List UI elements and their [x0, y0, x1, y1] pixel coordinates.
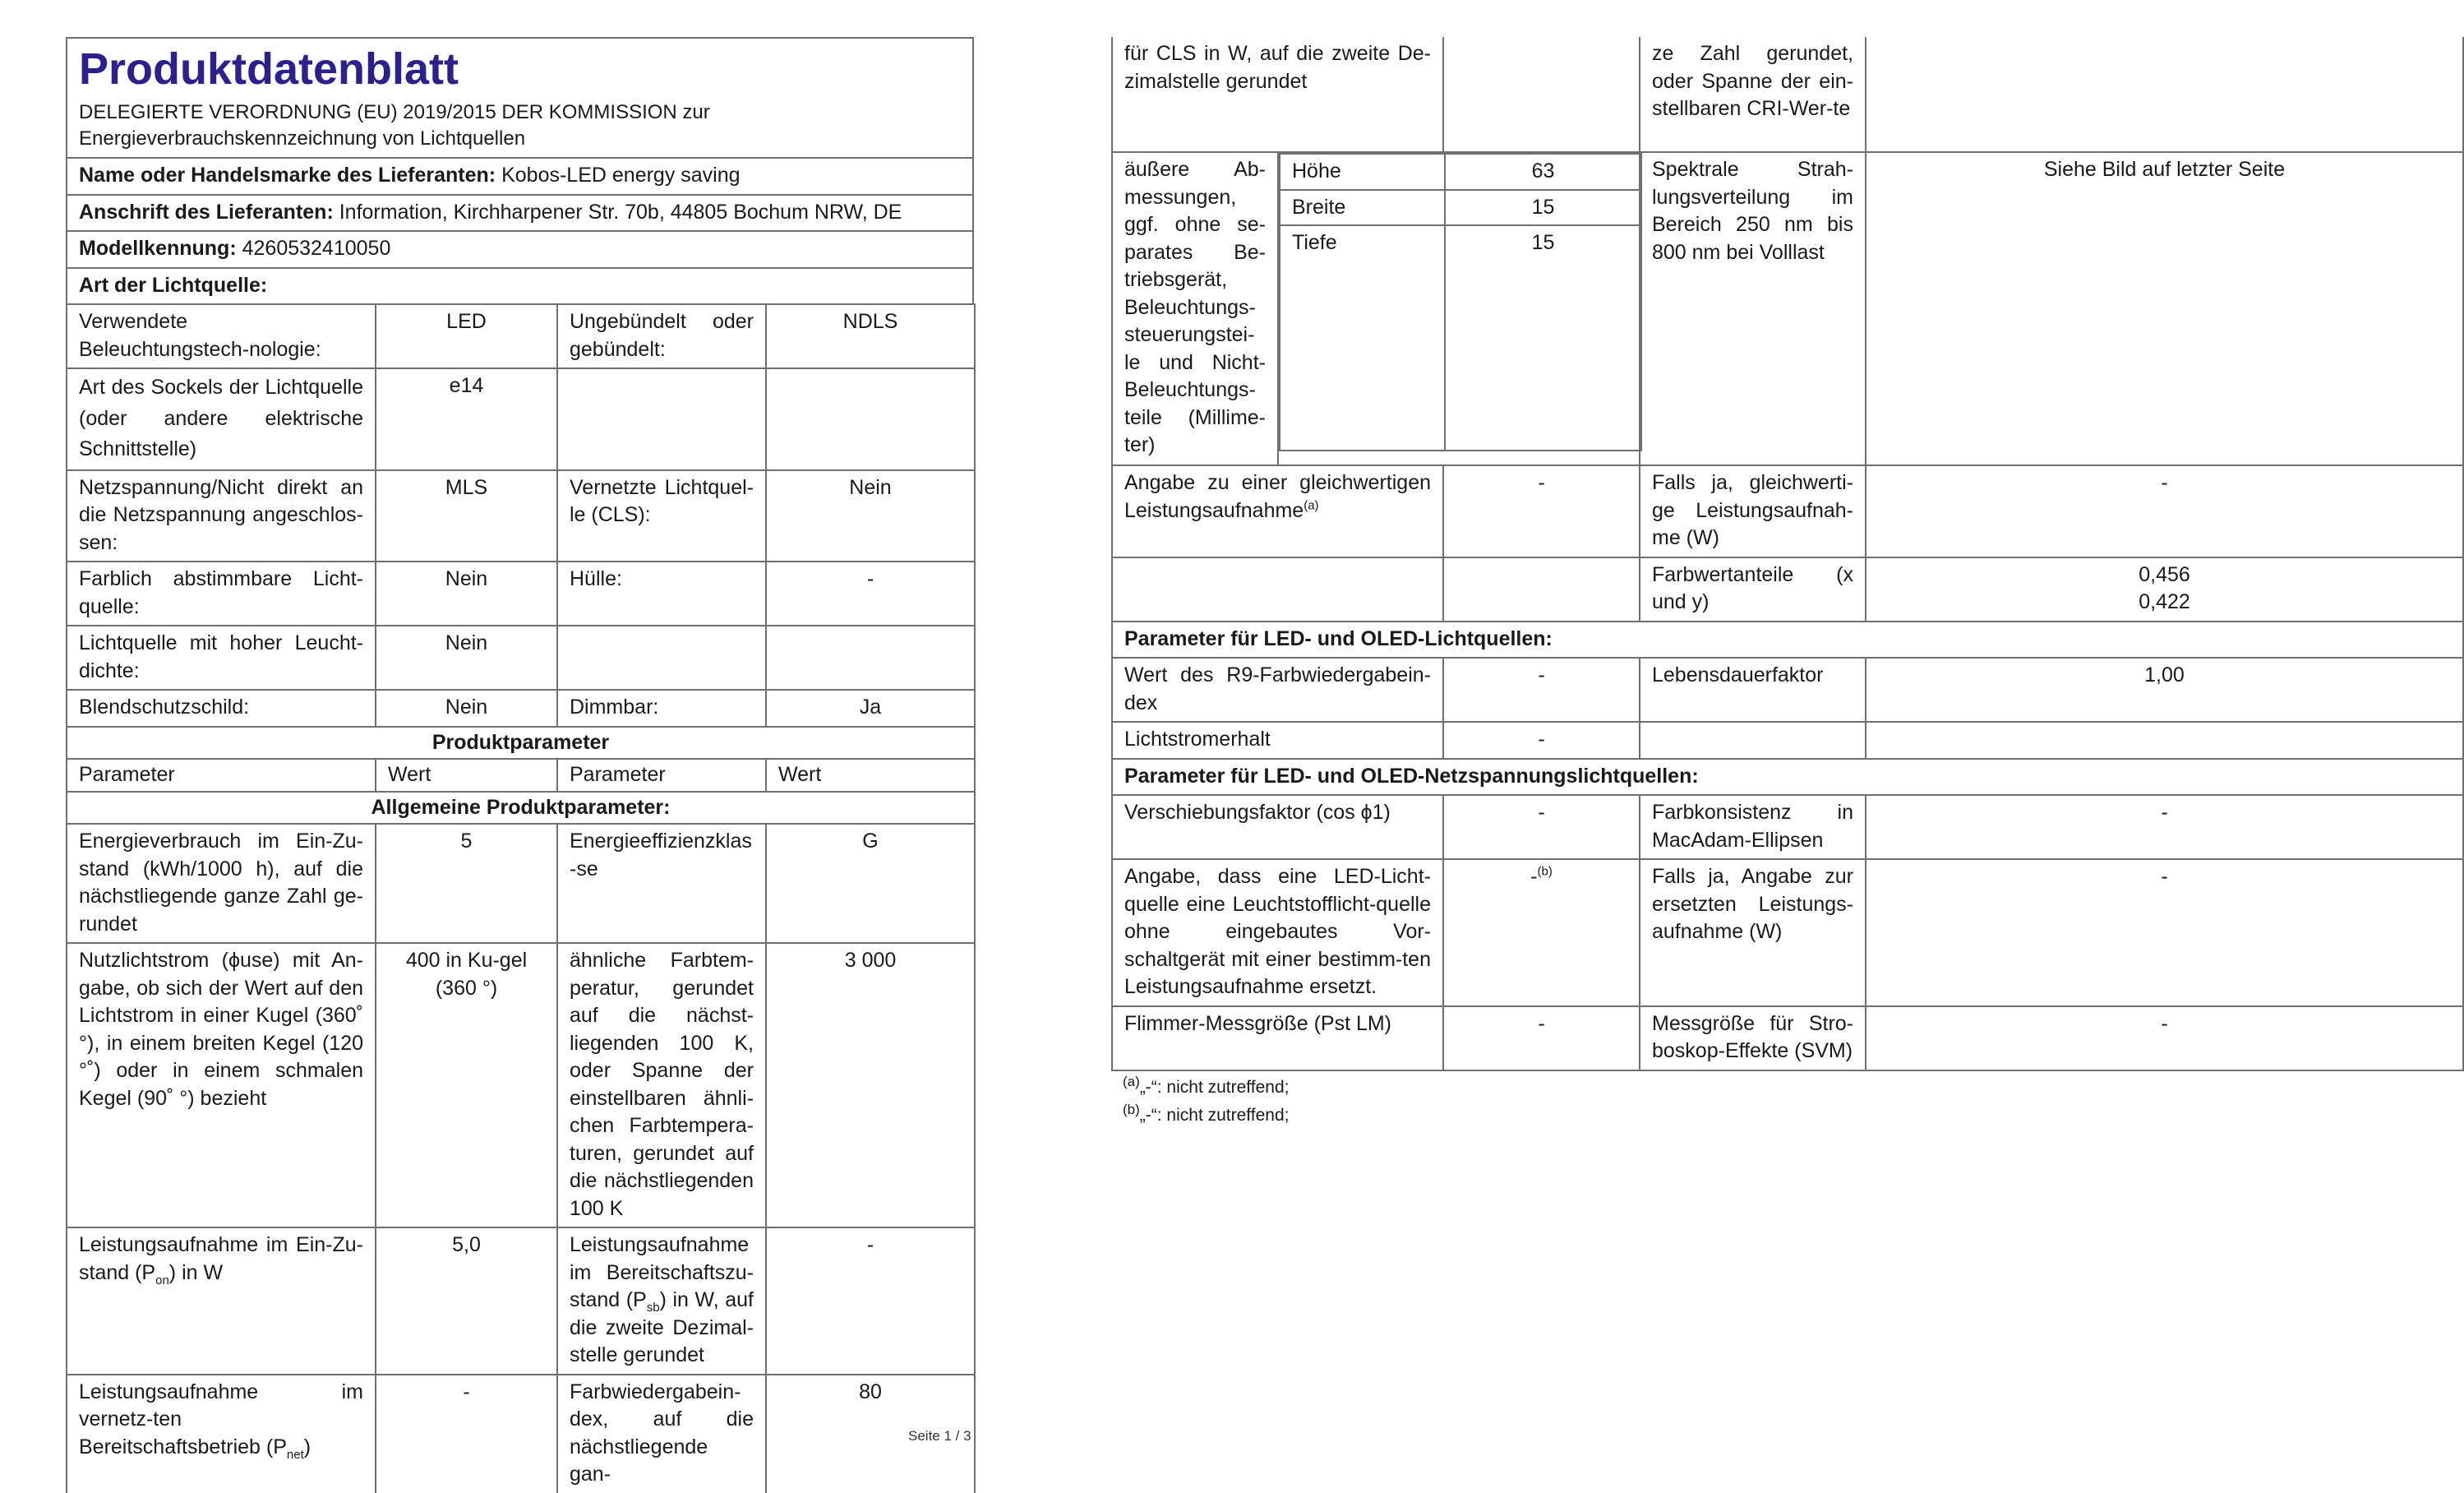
- table-row: Lichtstromerhalt -: [1112, 722, 2463, 759]
- regulation-text: DELEGIERTE VERORDNUNG (EU) 2019/2015 DER KOMMISSION zur Energieverbrauchskennzeichnung von Lichtquellen: [79, 101, 710, 150]
- product-params-heading: Produktparameter: [67, 727, 975, 760]
- model-value: 4260532410050: [242, 237, 391, 261]
- model-row: [67, 231, 973, 268]
- table-row: Wert des R9-Farbwiedergabein-dex - Lebensdauerfaktor 1,00: [1112, 658, 2463, 722]
- table-row: Angabe, dass eine LED-Licht-quelle eine Leuchtstofflicht-quelle ohne eingebautes Vor-schaltgerät mit einer bestimm-ten Leistungsaufnahme ersetzt. -$^{(b)}$ Falls ja, Angabe zur ersetzten Leistungs-aufnahme (W) -: [1112, 859, 2463, 1006]
- params-table-left: [66, 303, 976, 1493]
- page-title: Produktdatenblatt: [79, 44, 459, 94]
- table-row: für CLS in W, auf die zweite De-zimalstelle gerundet ze Zahl gerundet, oder Spanne der ein-stellbaren CRI-Wer-te: [1112, 37, 2463, 152]
- supplier-row: [67, 158, 973, 195]
- supplier-value: Kobos-LED energy saving: [501, 164, 741, 187]
- table-row: Energieverbrauch im Ein-Zu-stand (kWh/1000 h), auf die nächstliegende ganze Zahl ge-rundet 5 Energieeffizienzklas-se G: [67, 824, 975, 943]
- model-label: Modellkennung:: [79, 237, 237, 261]
- address-label: Anschrift des Lieferanten:: [79, 200, 334, 224]
- footnote: $^{(b)}$„-“: nicht zutreffend;: [1123, 1101, 1290, 1125]
- dimensions-values: Höhe 63 Breite 15 Tiefe 15: [1278, 152, 1640, 465]
- dimensions-row: äußere Ab-messungen, ggf. ohne se-parates Be-triebsgerät, Beleuchtungs-steuerungstei-le und Nicht-Beleuchtungs-teile (Millime-ter) Höhe 63 Breite 15 Tiefe 15 Spektrale Strah-lungsverteilung im Bereich 250 nm bis 800 nm bei Volllast Siehe Bild auf letzter Seite: [1112, 152, 2463, 465]
- table-row: Angabe zu einer gleichwertigen Leistungsaufnahme$^{(a)}$ - Falls ja, gleichwerti-ge Leistungsaufnah-me (W) -: [1112, 465, 2463, 557]
- page-footer: Seite 1 / 3: [908, 1428, 971, 1444]
- table-row: Lichtquelle mit hoher Leucht-dichte: Nein: [67, 626, 975, 690]
- table-row: Verschiebungsfaktor (cos ϕ1) - Farbkonsistenz in MacAdam-Ellipsen -: [1112, 795, 2463, 859]
- table-row: Leistungsaufnahme im Ein-Zu-stand $(P_{on})$ in W 5,0 Leistungsaufnahme im Bereitschaftszu-stand $(P_{sb})$ in W, auf die zweite Dezimal-stelle gerundet -: [67, 1227, 975, 1375]
- led-params-heading: Parameter für LED- und OLED-Lichtquellen:: [1112, 622, 2463, 659]
- header-table: [66, 37, 974, 305]
- table-row: Leistungsaufnahme im vernetz-ten Bereitschaftsbetrieb $(P_{net})$ - Farbwiedergabein-dex, auf die nächstliegende gan- 80: [67, 1375, 975, 1493]
- light-type-heading: Art der Lichtquelle:: [67, 268, 973, 305]
- table-row: Nutzlichtstrom (ϕuse) mit An-gabe, ob sich der Wert auf den Lichtstrom in einer Kugel (360˚ °), in einem breiten Kegel (120 °˚) oder in einem schmalen Kegel (90˚ °) bezieht 400 in Ku-gel (360 °) ähnliche Farbtem-peratur, gerundet auf die nächst-liegenden 100 K, oder Spanne der einstellbaren ähnli-chen Farbtempera-turen, gerundet auf die nächstliegenden 100 K 3 000: [67, 943, 975, 1227]
- param-header-row: Parameter Wert Parameter Wert: [67, 759, 975, 792]
- address-value: Information, Kirchharpener Str. 70b, 44805 Bochum NRW, DE: [339, 200, 902, 224]
- table-row: Art des Sockels der Lichtquelle (oder andere elektrische Schnittstelle) e14: [67, 368, 975, 470]
- table-row: Netzspannung/Nicht direkt an die Netzspannung angeschlos-sen: MLS Vernetzte Lichtquel-le (CLS): Nein: [67, 470, 975, 562]
- footnote: $^{(a)}$„-“: nicht zutreffend;: [1123, 1073, 1290, 1097]
- table-row: Verwendete Beleuchtungstech-nologie: LED Ungebündelt oder gebündelt: NDLS: [67, 304, 975, 368]
- supplier-label: Name oder Handelsmarke des Lieferanten:: [79, 164, 496, 187]
- footnotes: [1111, 1073, 2462, 1127]
- dimensions-label: äußere Ab-messungen, ggf. ohne se-parates Be-triebsgerät, Beleuchtungs-steuerungstei-le und Nicht-Beleuchtungs-teile (Millime-ter): [1112, 152, 1278, 465]
- table-row: Farbwertanteile (x und y) 0,456 0,422: [1112, 557, 2463, 622]
- address-row: [67, 195, 973, 232]
- title-cell: [67, 38, 973, 158]
- right-page: [1111, 37, 2462, 1127]
- table-row: Flimmer-Messgröße (Pst LM) - Messgröße für Stro-boskop-Effekte (SVM) -: [1112, 1006, 2463, 1070]
- table-row: Blendschutzschild: Nein Dimmbar: Ja: [67, 690, 975, 727]
- left-page: [66, 37, 974, 1493]
- table-row: Farblich abstimmbare Licht-quelle: Nein Hülle: -: [67, 562, 975, 626]
- params-table-right: [1111, 37, 2464, 1071]
- lightsource-rows: [67, 304, 975, 727]
- general-params-heading: Allgemeine Produktparameter:: [67, 792, 975, 825]
- mains-params-heading: Parameter für LED- und OLED-Netzspannungslichtquellen:: [1112, 759, 2463, 796]
